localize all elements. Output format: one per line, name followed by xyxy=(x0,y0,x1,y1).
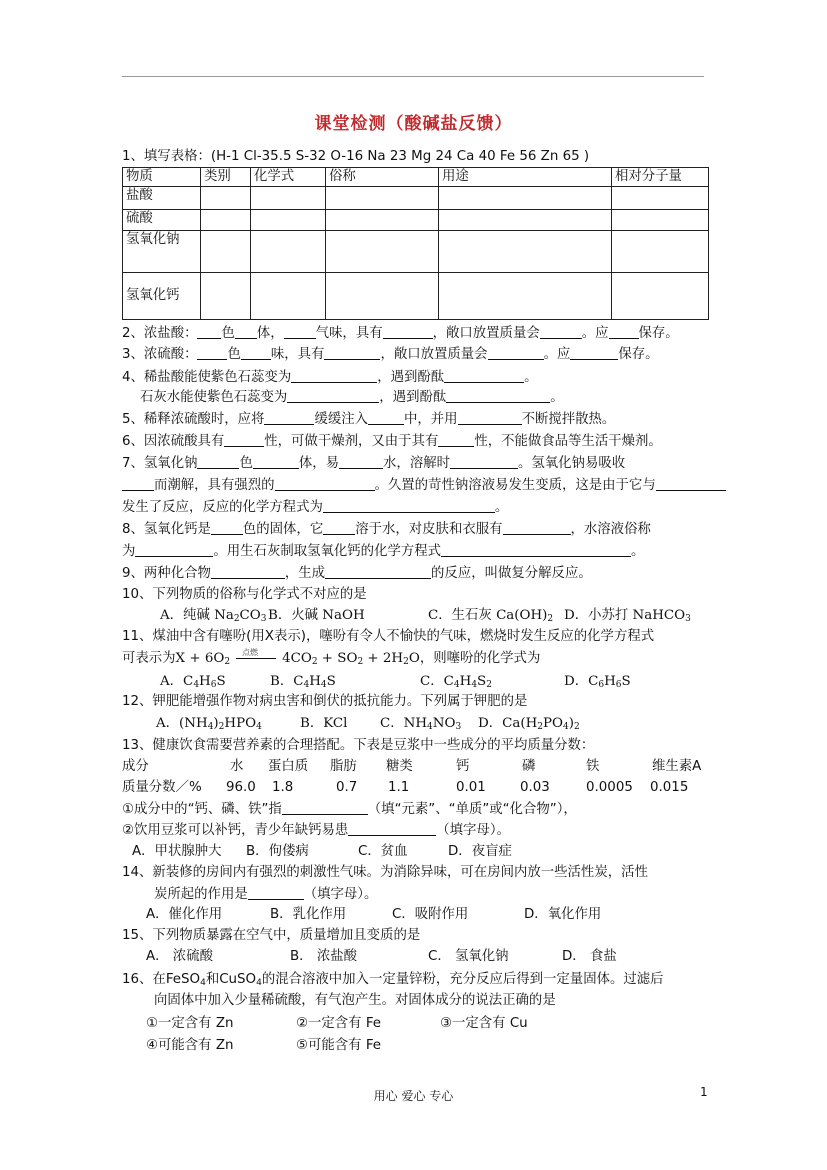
nutrient-value: 0.03 xyxy=(520,780,550,795)
blank[interactable] xyxy=(441,542,631,557)
q10-option-b[interactable]: B．火碱 NaOH xyxy=(268,608,365,623)
q9: 9、两种化合物 ，生成 的反应，叫做复分解反应。 xyxy=(122,566,592,581)
q15-option-d[interactable]: D． 食盐 xyxy=(562,949,617,964)
blank[interactable] xyxy=(368,410,404,425)
substance-table xyxy=(122,167,709,320)
page-footer: 用心 爱心 专心 xyxy=(373,1089,454,1103)
blank[interactable] xyxy=(284,324,316,339)
header-cell: 类别 xyxy=(201,168,251,187)
header-cell: 用途 xyxy=(439,168,612,187)
nutrient-col-header: 脂肪 xyxy=(330,759,357,774)
blank[interactable] xyxy=(324,345,380,360)
blank-cell[interactable] xyxy=(612,210,709,231)
blank-cell[interactable] xyxy=(251,273,326,320)
q14-option-d[interactable]: D．氧化作用 xyxy=(524,907,602,922)
nutrient-col-header: 糖类 xyxy=(386,759,413,774)
q14-option-c[interactable]: C．吸附作用 xyxy=(392,907,469,922)
page-title: 课堂检测（酸碱盐反馈） xyxy=(314,114,513,134)
nutrient-value: 1.1 xyxy=(388,780,410,795)
blank[interactable] xyxy=(282,800,368,815)
q12-option-d[interactable]: D．$Ca(H_2PO_4)_2$ xyxy=(478,716,580,732)
q10-option-c[interactable]: C．生石灰 $Ca(OH)_2$ xyxy=(428,608,554,624)
header-rule xyxy=(122,76,704,77)
blank[interactable] xyxy=(438,432,474,447)
q13-option-d[interactable]: D．夜盲症 xyxy=(448,844,512,859)
q13-option-c[interactable]: C．贫血 xyxy=(358,844,408,859)
header-cell: 俗称 xyxy=(326,168,439,187)
q4-line2: 石灰水能使紫色石蕊变为 ，遇到酚酞 。 xyxy=(140,390,564,405)
q7-line1: 7、氢氧化钠 色 体，易 水，溶解时 。氢氧化钠易吸收 xyxy=(122,456,626,471)
blank[interactable] xyxy=(211,564,285,579)
blank[interactable] xyxy=(197,454,239,469)
blank[interactable] xyxy=(503,520,571,535)
q2: 2、浓盐酸： 色 体， 气味，具有 ，敞口放置质量会 。应 保存。 xyxy=(122,326,679,341)
q14-option-b[interactable]: B．乳化作用 xyxy=(270,907,347,922)
blank[interactable] xyxy=(339,454,383,469)
q12-stem: 12、钾肥能增强作物对病虫害和倒伏的抵抗能力。下列属于钾肥的是 xyxy=(122,694,528,709)
q6: 6、因浓硫酸具有 性，可做干燥剂，又由于其有 性，不能做食品等生活干燥剂。 xyxy=(122,434,662,449)
nutrient-col-header: 磷 xyxy=(522,759,536,774)
table-row xyxy=(123,273,709,320)
q11-option-c[interactable]: C．$C_4H_4S_2$ xyxy=(420,674,492,690)
blank[interactable] xyxy=(323,520,355,535)
nutrient-value: 质量分数／% xyxy=(122,780,202,795)
blank[interactable] xyxy=(450,454,518,469)
table-header-row xyxy=(123,168,709,187)
q11-option-b[interactable]: B．$C_4H_4S$ xyxy=(270,674,336,690)
q12-option-c[interactable]: C．$NH_4NO_3$ xyxy=(380,716,462,732)
q10-option-d[interactable]: D．小苏打 NaHCO$_3$ xyxy=(564,608,691,624)
q12-option-a[interactable]: A．$(NH_4)_2HPO_4$ xyxy=(156,716,262,732)
header-cell: 化学式 xyxy=(251,168,326,187)
q8-line2: 为 。用生石灰制取氢氧化钙的化学方程式 。 xyxy=(122,544,645,559)
q16-option-1[interactable]: ①一定含有 Zn xyxy=(146,1016,234,1031)
blank-cell[interactable] xyxy=(612,187,709,210)
blank[interactable] xyxy=(540,324,582,339)
blank-cell[interactable] xyxy=(326,273,439,320)
blank[interactable] xyxy=(248,885,304,900)
nutrient-value: 0.0005 xyxy=(586,780,633,795)
header-cell: 相对分子量 xyxy=(612,168,709,187)
nutrient-value: 0.7 xyxy=(336,780,358,795)
page-number: 1 xyxy=(700,1085,708,1099)
blank-cell[interactable] xyxy=(326,210,439,231)
blank[interactable] xyxy=(444,368,524,383)
blank-cell[interactable] xyxy=(201,210,251,231)
blank-cell[interactable] xyxy=(251,210,326,231)
blank-cell[interactable] xyxy=(201,273,251,320)
q14-line2: 炭所起的作用是 （填字母）。 xyxy=(154,887,378,902)
blank[interactable] xyxy=(609,324,639,339)
blank-cell[interactable] xyxy=(201,187,251,210)
blank[interactable] xyxy=(323,498,495,513)
blank-cell[interactable] xyxy=(251,231,326,273)
q7-line3: 发生了反应，反应的化学方程式为 。 xyxy=(122,500,509,515)
blank-cell[interactable] xyxy=(326,231,439,273)
blank-cell[interactable] xyxy=(439,210,612,231)
blank-cell[interactable] xyxy=(326,187,439,210)
q10-stem: 10、下列物质的俗称与化学式不对应的是 xyxy=(122,587,367,602)
nutrient-value: 0.01 xyxy=(456,780,486,795)
blank[interactable] xyxy=(656,476,726,491)
q12-option-b[interactable]: B．KCl xyxy=(300,716,348,731)
blank[interactable] xyxy=(488,345,544,360)
blank[interactable] xyxy=(235,324,257,339)
blank[interactable] xyxy=(446,388,550,403)
blank[interactable] xyxy=(287,388,379,403)
blank[interactable] xyxy=(135,542,213,557)
q10-option-a[interactable]: A．纯碱 $Na_2CO_3$ xyxy=(160,608,267,624)
q13-sub2: ②饮用豆浆可以补钙，青少年缺钙易患 （填字母）。 xyxy=(122,823,510,838)
q16-line1: 16、在FeSO$_4$和CuSO$_4$的混合溶液中加入一定量锌粉，充分反应后得到一定量固体。过滤后 xyxy=(122,972,664,988)
table-row xyxy=(123,187,709,210)
q13-stem: 13、健康饮食需要营养素的合理搭配。下表是豆浆中一些成分的平均质量分数： xyxy=(122,738,595,753)
q14-stem: 14、新装修的房间内有强烈的刺激性气味。为消除异味，可在房间内放一些活性炭，活性 xyxy=(122,865,648,880)
nutrient-col-header: 钙 xyxy=(456,759,470,774)
nutrient-value: 96.0 xyxy=(226,780,256,795)
table-row xyxy=(123,231,709,273)
q13-option-b[interactable]: B．佝偻病 xyxy=(246,844,309,859)
blank[interactable] xyxy=(224,432,264,447)
q15-option-a[interactable]: A． 浓硫酸 xyxy=(146,949,213,964)
q16-option-5[interactable]: ⑤可能含有 Fe xyxy=(296,1038,382,1053)
blank[interactable] xyxy=(264,410,314,425)
q16-line2: 向固体中加入少量稀硫酸，有气泡产生。对固体成分的说法正确的是 xyxy=(154,993,556,1008)
ignite-condition: 点燃 xyxy=(242,648,259,657)
nutrient-col-header: 维生素A xyxy=(652,759,702,774)
q11-equation: 可表示为$X + 6O_2$ 点燃 $4CO_2 + SO_2 + 2H_2O$，则噻吩的化学式为 xyxy=(122,650,540,671)
q5: 5、稀释浓硫酸时，应将 缓缓注入 中，并用 不断搅拌散热。 xyxy=(122,412,616,427)
substance-name: 氢氧化钠 xyxy=(123,231,201,273)
q4-line1: 4、稀盐酸能使紫色石蕊变为 ，遇到酚酞 。 xyxy=(122,370,538,385)
q16-option-3[interactable]: ③一定含有 Cu xyxy=(440,1016,528,1031)
blank-cell[interactable] xyxy=(612,231,709,273)
blank-cell[interactable] xyxy=(439,231,612,273)
q11-option-a[interactable]: A．$C_4H_6S$ xyxy=(160,674,226,690)
blank[interactable] xyxy=(275,476,375,491)
q15-option-c[interactable]: C． 氢氧化钠 xyxy=(428,949,509,964)
q14-option-a[interactable]: A．催化作用 xyxy=(146,907,223,922)
q13-option-a[interactable]: A．甲状腺肿大 xyxy=(132,844,222,859)
header-cell: 物质 xyxy=(123,168,201,187)
q11-option-d[interactable]: D．$C_6H_6S$ xyxy=(564,674,631,690)
blank-cell[interactable] xyxy=(439,273,612,320)
q7-line2: 而潮解，具有强烈的 。久置的苛性钠溶液易发生变质，这是由于它与 xyxy=(122,476,726,495)
nutrient-value: 1.8 xyxy=(272,780,294,795)
q1-stem: 1、填写表格：(H-1 Cl-35.5 S-32 O-16 Na 23 Mg 24 Ca 40 Fe 56 Zn 65 ) xyxy=(122,149,590,164)
substance-name: 硫酸 xyxy=(123,210,201,231)
q3: 3、浓硫酸： 色 味，具有 ，敞口放置质量会 。应 保存。 xyxy=(122,347,659,362)
nutrient-col-header: 成分 xyxy=(122,759,149,774)
q13-sub1: ①成分中的“钙、磷、铁”指 （填“元素”、“单质”或“化合物”）， xyxy=(122,802,577,817)
blank-cell[interactable] xyxy=(612,273,709,320)
blank[interactable] xyxy=(197,324,221,339)
blank-cell[interactable] xyxy=(439,187,612,210)
nutrient-col-header: 水 xyxy=(230,759,244,774)
blank[interactable] xyxy=(291,368,377,383)
blank[interactable] xyxy=(241,345,271,360)
nutrient-col-header: 铁 xyxy=(586,759,600,774)
q16-option-2[interactable]: ②一定含有 Fe xyxy=(296,1016,382,1031)
blank[interactable] xyxy=(383,324,433,339)
q8-line1: 8、氢氧化钙是 色的固体，它 溶于水，对皮肤和衣服有 ，水溶液俗称 xyxy=(122,522,651,537)
substance-name: 氢氧化钙 xyxy=(123,273,201,320)
blank[interactable] xyxy=(122,476,154,491)
table-row xyxy=(123,210,709,231)
blank-cell[interactable] xyxy=(251,187,326,210)
q16-option-4[interactable]: ④可能含有 Zn xyxy=(146,1038,234,1053)
blank[interactable] xyxy=(348,821,436,836)
q15-stem: 15、下列物质暴露在空气中，质量增加且变质的是 xyxy=(122,928,421,943)
blank[interactable] xyxy=(570,345,618,360)
nutrient-col-header: 蛋白质 xyxy=(268,759,309,774)
blank[interactable] xyxy=(197,345,227,360)
blank[interactable] xyxy=(253,454,299,469)
blank[interactable] xyxy=(211,520,243,535)
blank-cell[interactable] xyxy=(201,231,251,273)
nutrient-value: 0.015 xyxy=(650,780,689,795)
blank[interactable] xyxy=(325,564,431,579)
q11-stem: 11、煤油中含有噻吩(用X表示)，噻吩有令人不愉快的气味，燃烧时发生反应的化学方程式 xyxy=(122,629,655,644)
blank[interactable] xyxy=(458,410,522,425)
q15-option-b[interactable]: B． 浓盐酸 xyxy=(290,949,358,964)
substance-name: 盐酸 xyxy=(123,187,201,210)
